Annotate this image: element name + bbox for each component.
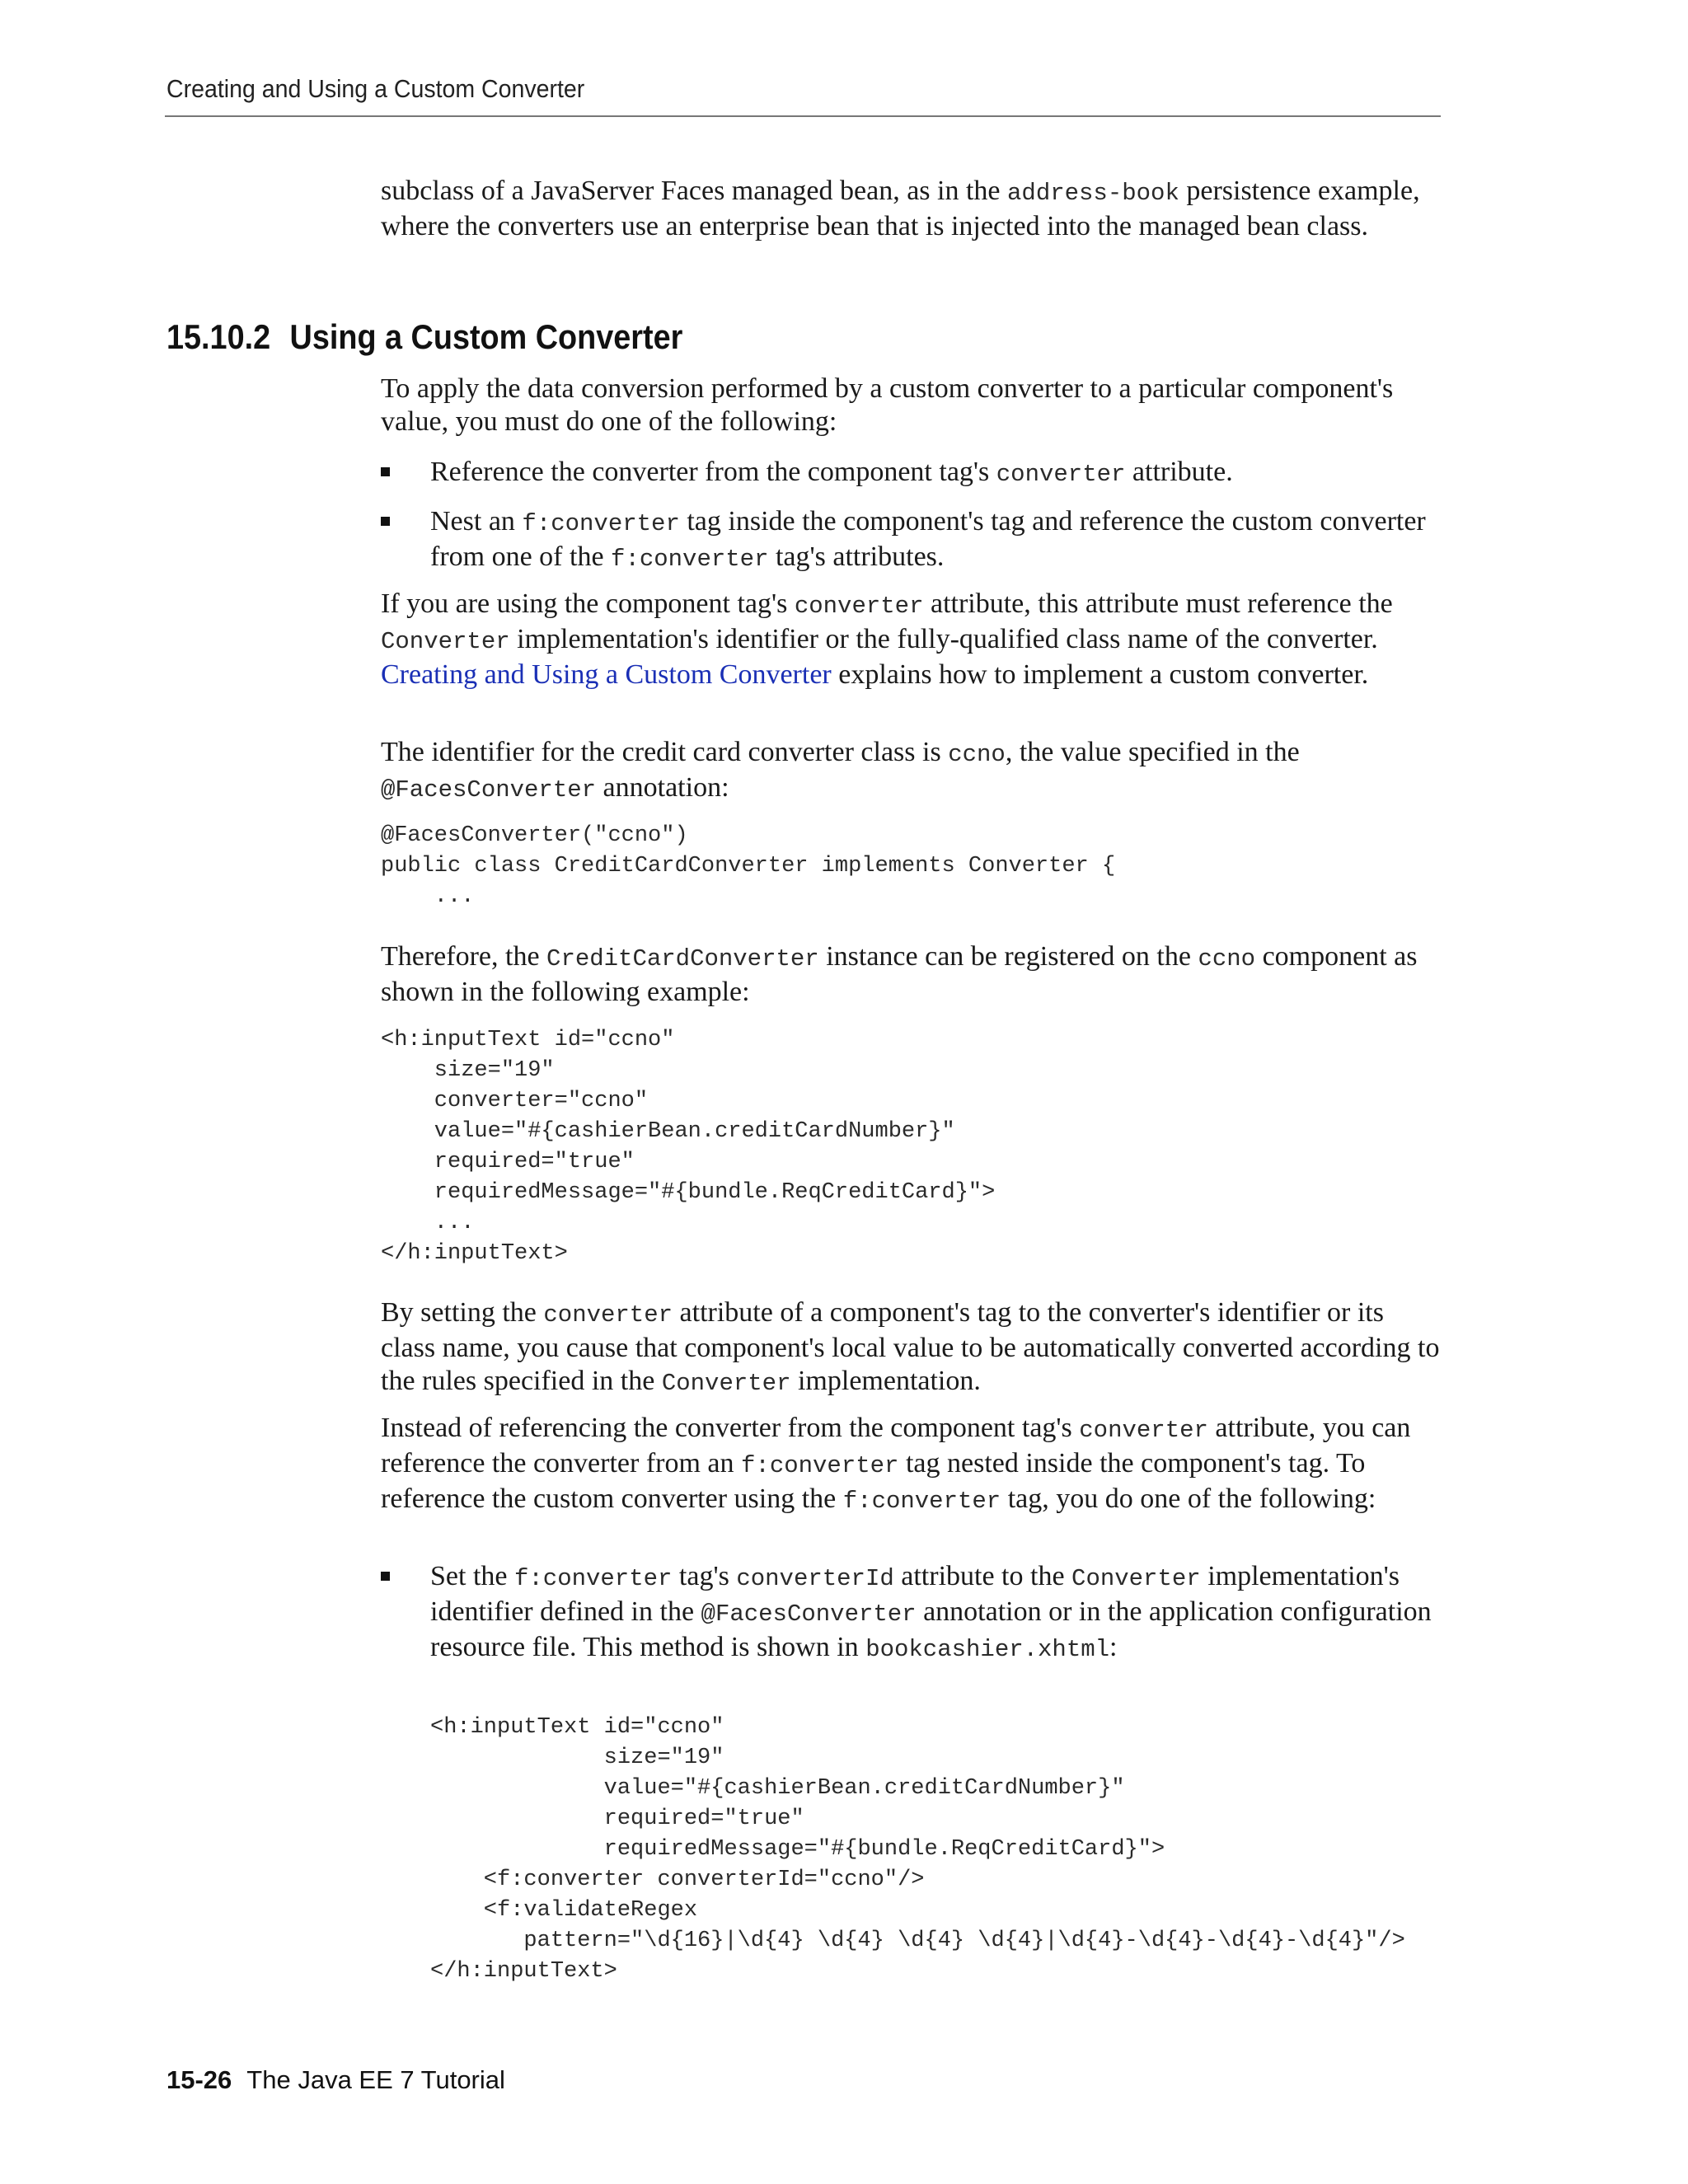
bullet-item-3 [381,1560,1444,1666]
inline-code: @FacesConverter [701,1601,917,1628]
bullet-icon [381,517,390,526]
section-number: 15.10.2 [166,317,271,356]
paragraph-1 [381,373,1444,438]
text: Nest an [430,506,523,537]
code-block-3: <h:inputText id="ccno" size="19" value="#{cashierBean.creditCardNumber}" required="true" requiredMessage="#{bundle.ReqCreditCard}"> <f:converter converterId="ccno"/> <f:validateRegex pattern="\d{16}|\d{4} \d{4} \d{4} \d{4}|\d{4}-\d{4}-\d{4}-\d{4}"/> </h:inputText> [430,1715,1405,1984]
code-block-2: <h:inputText id="ccno" size="19" converter="ccno" value="#{cashierBean.creditCardNumber}" required="true" requiredMessage="#{bundle.ReqCreditCard}"> ... </h:inputText> [381,1028,996,1266]
inline-code: ccno [948,741,1006,768]
paragraph-2 [381,588,1444,691]
inline-code: f:converter [522,510,680,537]
code-block-1: @FacesConverter("ccno") public class CreditCardConverter implements Converter { ... [381,823,1116,909]
inline-code: f:converter [741,1452,899,1479]
text: explains how to implement a custom converter. [831,659,1369,690]
paragraph-3 [381,736,1444,807]
page-footer [166,2065,505,2095]
paragraph-6 [381,1412,1444,1518]
text: If you are using the component tag's [381,588,795,619]
text: By setting the [381,1297,544,1328]
inline-code: ccno [1198,945,1256,972]
text: : [1109,1632,1118,1662]
paragraph-4 [381,940,1444,1009]
bullet-item-2 [381,505,1444,576]
text: attribute. [1125,457,1233,487]
text: The identifier for the credit card converter class is [381,737,949,767]
intro-paragraph [381,175,1444,243]
text: Therefore, the [381,941,547,972]
text: annotation: [596,772,729,803]
inline-code: @FacesConverter [381,776,597,804]
inline-code: converter [1079,1417,1208,1444]
inline-code: converter [996,461,1126,488]
inline-code: converter [794,593,924,620]
section-heading [166,317,682,357]
text: attribute, this attribute must reference the [923,588,1393,619]
inline-code: address-book [1007,180,1179,207]
inline-code: Converter [381,628,510,655]
text: tag's attributes. [768,541,945,572]
text: persistence example, where the converters use an enterprise bean that is injected into the managed bean class. [381,176,1420,241]
inline-code: Converter [1071,1565,1201,1592]
text: attribute to the [893,1561,1072,1591]
text: implementation's identifier defined in the [430,1561,1400,1627]
text: implementation. [790,1366,981,1396]
text: attribute, you can reference the converter from an [381,1413,1411,1479]
text: annotation or in the application configuration resource file. This method is shown in [430,1596,1432,1662]
inline-code: f:converter [611,546,769,573]
inline-code: f:converter [842,1488,1001,1515]
text: component as shown in the following example: [381,941,1418,1007]
bullet-icon [381,1572,390,1581]
paragraph-text: To apply the data conversion performed by a custom converter to a particular component's value, you must do one of the following: [381,373,1394,437]
book-title: The Java EE 7 Tutorial [246,2065,505,2094]
text: tag, you do one of the following: [1001,1483,1376,1514]
cross-reference-link[interactable]: Creating and Using a Custom Converter [381,659,832,690]
inline-code: bookcashier.xhtml [865,1636,1110,1663]
inline-code: CreditCardConverter [546,945,819,972]
header-rule [165,115,1441,117]
inline-code: Converter [661,1370,791,1397]
section-title: Using a Custom Converter [289,317,683,356]
inline-code: converter [543,1301,673,1329]
running-header: Creating and Using a Custom Converter [166,74,585,103]
text: , the value specified in the [1005,737,1300,767]
text: subclass of a JavaServer Faces managed bean, as in the [381,176,1008,206]
text: instance can be registered on the [818,941,1198,972]
text: tag nested inside the component's tag. To reference the custom converter using the [381,1448,1366,1514]
text: tag's [672,1561,737,1591]
text: tag inside the component's tag and reference the custom converter from one of the [430,506,1426,572]
text: implementation's identifier or the fully-qualified class name of the converter. [509,624,1378,654]
bullet-item-1 [381,456,1444,491]
page-number: 15-26 [166,2065,232,2094]
inline-code: f:converter [513,1565,673,1592]
text: Reference the converter from the component tag's [430,457,996,487]
text: Set the [430,1561,514,1591]
text: attribute of a component's tag to the converter's identifier or its class name, you cause that component's local value to be automatically converted according to the rules specified in the [381,1297,1440,1396]
inline-code: converterId [736,1565,894,1592]
text: Instead of referencing the converter from the component tag's [381,1413,1080,1443]
bullet-icon [381,467,390,476]
paragraph-5 [381,1296,1444,1400]
